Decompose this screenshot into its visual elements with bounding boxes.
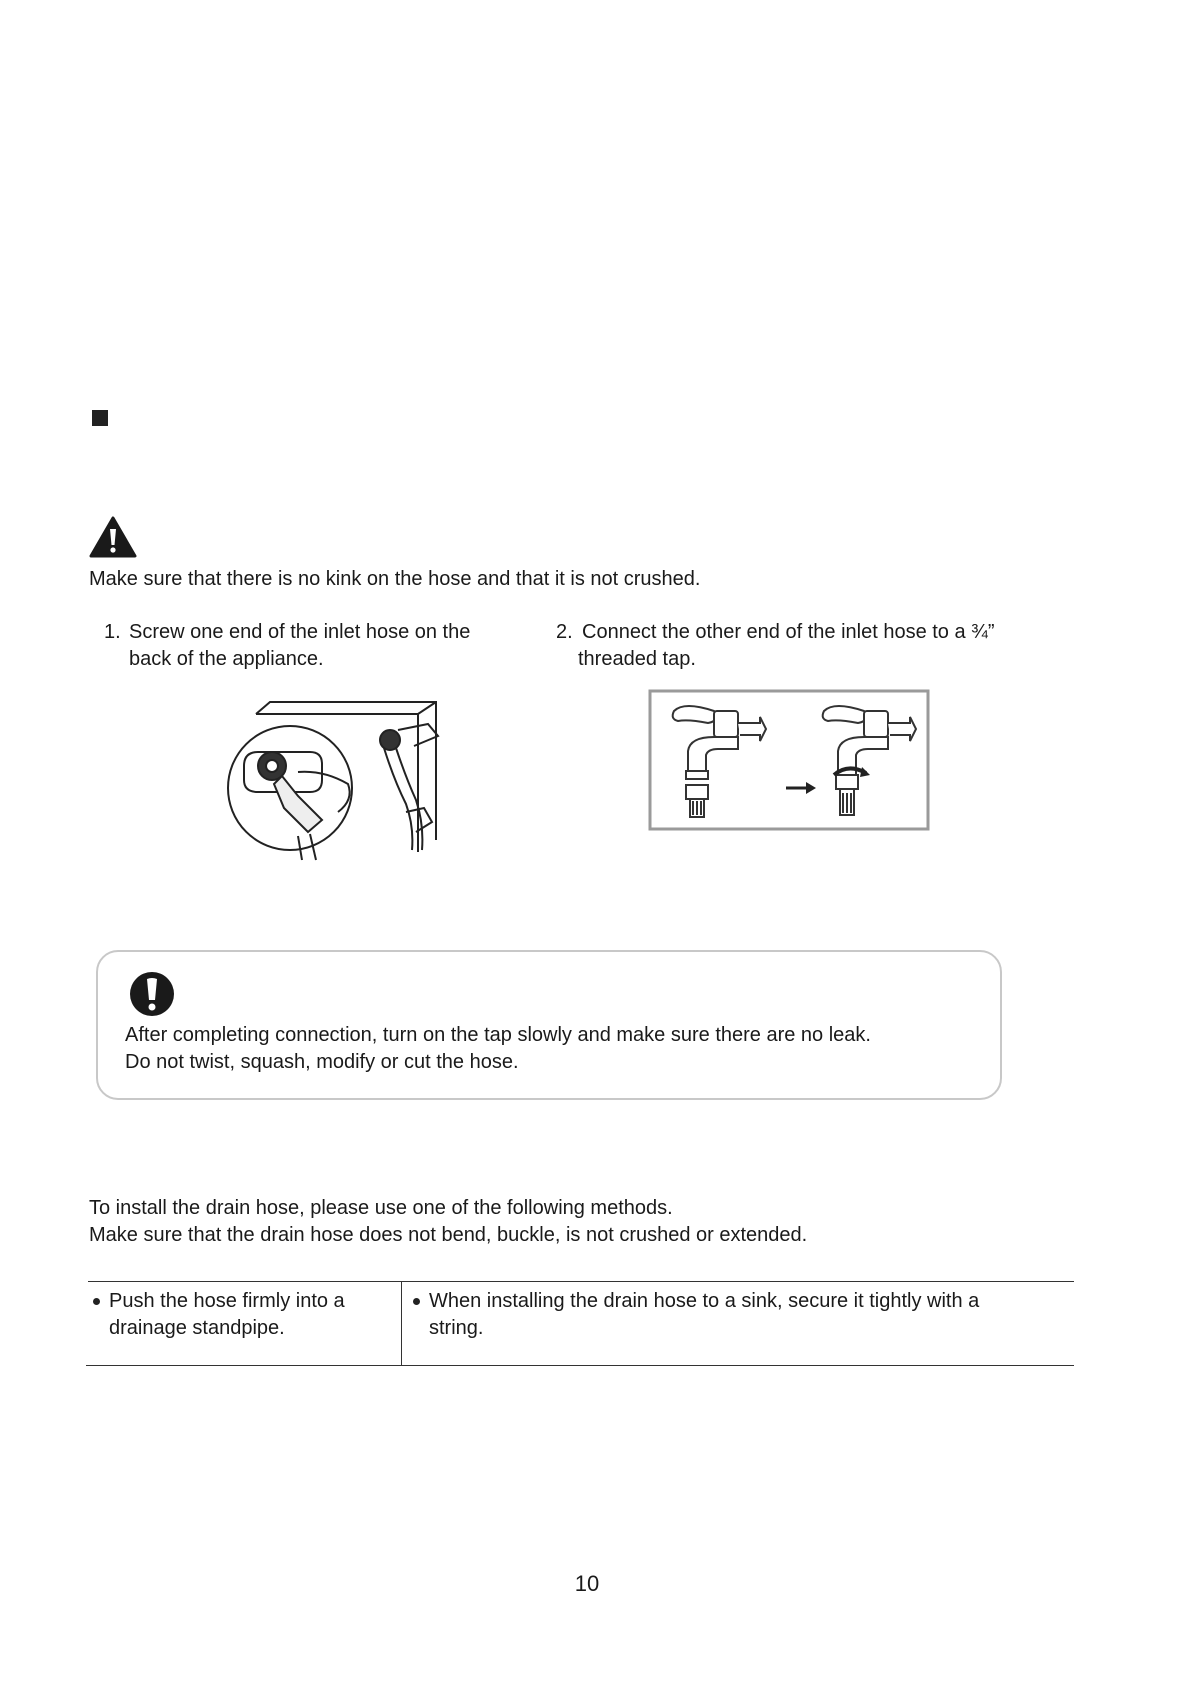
step-1-number: 1. [104,621,121,643]
table-top-border [88,1281,1074,1282]
table-column-divider [401,1281,402,1365]
step-1-line1: Screw one end of the inlet hose on the [129,621,471,643]
intro-text: Make sure that there is no kink on the hose and that it is not crushed. [89,568,701,590]
page-number: 10 [574,1571,600,1596]
table-bottom-border [86,1365,1074,1366]
method-2-line2: string. [429,1317,484,1339]
exclamation-circle-icon [128,970,176,1018]
drain-intro-line-2: Make sure that the drain hose does not bend, buckle, is not crushed or extended. [89,1224,808,1246]
section-marker-square [92,410,108,426]
method-2-line1: When installing the drain hose to a sink, secure it tightly with a [429,1290,980,1312]
step-2-number: 2. [556,621,573,643]
note-line-2: Do not twist, squash, modify or cut the hose. [125,1051,519,1073]
step-2-line1: Connect the other end of the inlet hose to a ¾” [582,621,995,643]
bullet-dot [413,1298,420,1305]
appliance-hose-illustration [218,700,454,866]
note-line-1: After completing connection, turn on the tap slowly and make sure there are no leak. [125,1024,871,1046]
tap-connection-illustration [648,689,930,831]
warning-triangle-icon [88,515,138,559]
method-1-line1: Push the hose firmly into a [109,1290,345,1312]
method-1-line2: drainage standpipe. [109,1317,285,1339]
bullet-dot [93,1298,100,1305]
drain-intro-line-1: To install the drain hose, please use one of the following methods. [89,1197,673,1219]
step-2-line2: threaded tap. [578,648,696,670]
step-1-line2: back of the appliance. [129,648,324,670]
